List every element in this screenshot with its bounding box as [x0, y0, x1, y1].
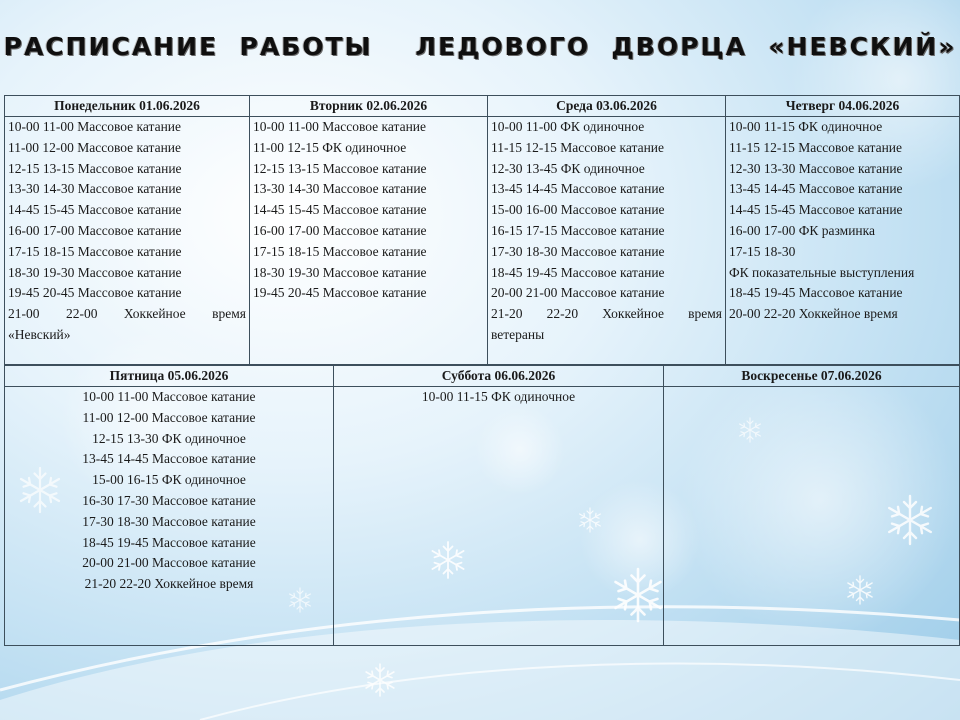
- schedule-entry: 10-00 11-15 ФК одиночное: [729, 119, 883, 134]
- schedule-entry: 17-30 18-30 Массовое катание: [491, 243, 665, 259]
- day-header-monday: Понедельник 01.06.2026: [5, 96, 250, 117]
- schedule-entry: 16-00 17-00 Массовое катание: [8, 222, 182, 238]
- header-row: [5, 96, 960, 117]
- schedule-entry: 18-30 19-30 Массовое катание: [253, 264, 427, 280]
- schedule-entry: 16-30 17-30 Массовое катание: [82, 492, 256, 508]
- schedule-entry: 11-15 12-15 Массовое катание: [729, 139, 903, 155]
- schedule-entry: 20-00 21-00 Массовое катание: [491, 285, 665, 301]
- schedule-entry: 18-45 19-45 Массовое катание: [491, 264, 665, 280]
- schedule-entry: 12-30 13-45 ФК одиночное: [491, 160, 645, 176]
- schedule-entry: 21-00 22-00 Хоккейное время: [8, 306, 246, 322]
- schedule-entry: 14-45 15-45 Массовое катание: [253, 202, 427, 218]
- day-header-tuesday: Вторник 02.06.2026: [250, 96, 488, 117]
- schedule-entry: 19-45 20-45 Массовое катание: [8, 285, 182, 301]
- schedule-entry: 13-30 14-30 Массовое катание: [8, 181, 182, 197]
- day-cell-sunday: [664, 387, 960, 646]
- day-cell-thursday: [726, 117, 960, 365]
- schedule-entry: 20-00 21-00 Массовое катание: [82, 555, 256, 571]
- schedule-entry: 19-45 20-45 Массовое катание: [253, 285, 427, 301]
- day-cell-wednesday: [488, 117, 726, 365]
- schedule-entry: 17-15 18-15 Массовое катание: [253, 243, 427, 259]
- schedule-table-week-part1: [4, 95, 960, 365]
- schedule-entry: 13-45 14-45 Массовое катание: [729, 181, 903, 197]
- schedule-row: [5, 117, 960, 365]
- day-cell-friday: [5, 387, 334, 646]
- page-title: РАСПИСАНИЕ РАБОТЫ ЛЕДОВОГО ДВОРЦА «НЕВСКИЙ»: [3, 32, 957, 61]
- schedule-entry: 15-00 16-15 ФК одиночное: [92, 472, 246, 488]
- header-row: [5, 366, 960, 387]
- day-header-sunday: Воскресенье 07.06.2026: [664, 366, 960, 387]
- schedule-entry: 11-00 12-00 Массовое катание: [8, 139, 182, 155]
- day-header-friday: Пятница 05.06.2026: [5, 366, 334, 387]
- schedule-entry: 10-00 11-00 ФК одиночное: [491, 119, 645, 134]
- schedule-entry: 21-20 22-20 Хоккейное время: [84, 576, 254, 592]
- day-header-thursday: Четверг 04.06.2026: [726, 96, 960, 117]
- day-cell-tuesday: [250, 117, 488, 365]
- schedule-entry: 18-45 19-45 Массовое катание: [82, 534, 256, 550]
- schedule-entry: 13-45 14-45 Массовое катание: [82, 451, 256, 467]
- schedule-entry: 17-15 18-30: [729, 243, 796, 259]
- schedule-entry: 12-30 13-30 Массовое катание: [729, 160, 903, 176]
- day-cell-saturday: [334, 387, 664, 646]
- schedule-entry: 14-45 15-45 Массовое катание: [8, 202, 182, 218]
- schedule-entry: 13-45 14-45 Массовое катание: [491, 181, 665, 197]
- schedule-entry: 10-00 11-00 Массовое катание: [253, 119, 427, 134]
- schedule-entry: 12-15 13-15 Массовое катание: [8, 160, 182, 176]
- schedule-entry: 17-15 18-15 Массовое катание: [8, 243, 182, 259]
- schedule-entry: 18-45 19-45 Массовое катание: [729, 285, 903, 301]
- day-header-wednesday: Среда 03.06.2026: [488, 96, 726, 117]
- schedule-entry: ветераны: [491, 326, 545, 342]
- schedule-entry: 15-00 16-00 Массовое катание: [491, 202, 665, 218]
- day-header-saturday: Суббота 06.06.2026: [334, 366, 664, 387]
- schedule-entry: 11-15 12-15 Массовое катание: [491, 139, 665, 155]
- schedule-entry: 16-00 17-00 Массовое катание: [253, 222, 427, 238]
- schedule-entry: ФК показательные выступления: [729, 264, 915, 280]
- schedule-entry: 12-15 13-30 ФК одиночное: [92, 430, 246, 446]
- schedule-entry: 10-00 11-15 ФК одиночное: [421, 389, 576, 404]
- schedule-entry: 13-30 14-30 Массовое катание: [253, 181, 427, 197]
- schedule-entry: 18-30 19-30 Массовое катание: [8, 264, 182, 280]
- schedule-entry: 11-00 12-00 Массовое катание: [82, 409, 256, 425]
- schedule-row: [5, 387, 960, 646]
- schedule-entry: 12-15 13-15 Массовое катание: [253, 160, 427, 176]
- schedule-entry: 10-00 11-00 Массовое катание: [82, 389, 256, 404]
- schedule-entry: 14-45 15-45 Массовое катание: [729, 202, 903, 218]
- day-cell-monday: [5, 117, 250, 365]
- schedule-entry: 16-15 17-15 Массовое катание: [491, 222, 665, 238]
- schedule-table-week-part2: [4, 365, 960, 646]
- schedule-entry: 16-00 17-00 ФК разминка: [729, 222, 876, 238]
- schedule-entry: 17-30 18-30 Массовое катание: [82, 513, 256, 529]
- schedule-entry: «Невский»: [8, 326, 71, 342]
- schedule-entry: 10-00 11-00 Массовое катание: [8, 119, 182, 134]
- schedule-entry: 11-00 12-15 ФК одиночное: [253, 139, 407, 155]
- schedule-entry: 20-00 22-20 Хоккейное время: [729, 306, 898, 322]
- schedule-entry: 21-20 22-20 Хоккейное время: [491, 306, 722, 322]
